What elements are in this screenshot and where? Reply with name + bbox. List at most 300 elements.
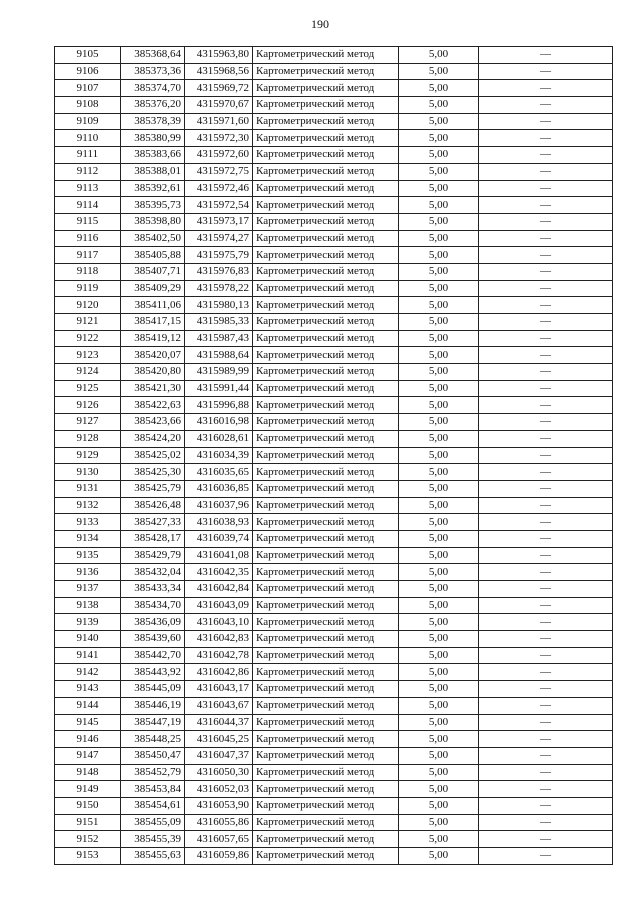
- cell-y-coordinate: 4316053,90: [185, 797, 253, 814]
- cell-point-number: 9135: [55, 547, 121, 564]
- cell-point-number: 9109: [55, 113, 121, 130]
- cell-accuracy: 5,00: [399, 147, 479, 164]
- table-row: [55, 97, 613, 114]
- cell-x-coordinate: 385453,84: [121, 781, 185, 798]
- cell-x-coordinate: 385427,33: [121, 514, 185, 531]
- cell-method: Картометрический метод: [253, 464, 399, 481]
- table-row: [55, 514, 613, 531]
- cell-y-coordinate: 4316047,37: [185, 747, 253, 764]
- cell-point-number: 9149: [55, 781, 121, 798]
- cell-y-coordinate: 4316057,65: [185, 831, 253, 848]
- cell-point-number: 9139: [55, 614, 121, 631]
- cell-note: —: [479, 447, 613, 464]
- cell-x-coordinate: 385420,80: [121, 364, 185, 381]
- cell-x-coordinate: 385402,50: [121, 230, 185, 247]
- cell-accuracy: 5,00: [399, 781, 479, 798]
- cell-y-coordinate: 4316059,86: [185, 848, 253, 865]
- table-row: [55, 464, 613, 481]
- cell-note: —: [479, 547, 613, 564]
- cell-accuracy: 5,00: [399, 447, 479, 464]
- cell-note: —: [479, 614, 613, 631]
- cell-accuracy: 5,00: [399, 364, 479, 381]
- cell-method: Картометрический метод: [253, 80, 399, 97]
- cell-point-number: 9123: [55, 347, 121, 364]
- cell-accuracy: 5,00: [399, 130, 479, 147]
- cell-method: Картометрический метод: [253, 681, 399, 698]
- cell-accuracy: 5,00: [399, 263, 479, 280]
- coordinates-table: [54, 46, 613, 865]
- cell-point-number: 9108: [55, 97, 121, 114]
- cell-point-number: 9118: [55, 263, 121, 280]
- table-row: [55, 797, 613, 814]
- cell-accuracy: 5,00: [399, 831, 479, 848]
- cell-note: —: [479, 631, 613, 648]
- cell-y-coordinate: 4316016,98: [185, 414, 253, 431]
- table-row: [55, 430, 613, 447]
- cell-accuracy: 5,00: [399, 480, 479, 497]
- cell-method: Картометрический метод: [253, 848, 399, 865]
- cell-accuracy: 5,00: [399, 564, 479, 581]
- table-row: [55, 764, 613, 781]
- cell-y-coordinate: 4315972,75: [185, 163, 253, 180]
- cell-point-number: 9138: [55, 597, 121, 614]
- cell-method: Картометрический метод: [253, 414, 399, 431]
- cell-note: —: [479, 130, 613, 147]
- table-row: [55, 597, 613, 614]
- cell-point-number: 9147: [55, 747, 121, 764]
- cell-method: Картометрический метод: [253, 113, 399, 130]
- cell-note: —: [479, 247, 613, 264]
- cell-x-coordinate: 385455,09: [121, 814, 185, 831]
- cell-x-coordinate: 385388,01: [121, 163, 185, 180]
- cell-y-coordinate: 4316045,25: [185, 731, 253, 748]
- cell-accuracy: 5,00: [399, 314, 479, 331]
- table-row: [55, 581, 613, 598]
- cell-accuracy: 5,00: [399, 180, 479, 197]
- cell-point-number: 9131: [55, 480, 121, 497]
- cell-x-coordinate: 385398,80: [121, 213, 185, 230]
- cell-method: Картометрический метод: [253, 380, 399, 397]
- cell-note: —: [479, 664, 613, 681]
- table-row: [55, 447, 613, 464]
- cell-note: —: [479, 80, 613, 97]
- cell-accuracy: 5,00: [399, 797, 479, 814]
- cell-method: Картометрический метод: [253, 647, 399, 664]
- cell-note: —: [479, 197, 613, 214]
- cell-y-coordinate: 4315972,54: [185, 197, 253, 214]
- cell-method: Картометрический метод: [253, 330, 399, 347]
- cell-y-coordinate: 4316042,86: [185, 664, 253, 681]
- cell-note: —: [479, 263, 613, 280]
- cell-method: Картометрический метод: [253, 530, 399, 547]
- cell-accuracy: 5,00: [399, 614, 479, 631]
- cell-y-coordinate: 4316050,30: [185, 764, 253, 781]
- cell-y-coordinate: 4315987,43: [185, 330, 253, 347]
- table-row: [55, 831, 613, 848]
- table-row: [55, 614, 613, 631]
- cell-note: —: [479, 364, 613, 381]
- cell-y-coordinate: 4316043,17: [185, 681, 253, 698]
- cell-x-coordinate: 385405,88: [121, 247, 185, 264]
- cell-method: Картометрический метод: [253, 364, 399, 381]
- cell-note: —: [479, 230, 613, 247]
- table-row: [55, 781, 613, 798]
- cell-y-coordinate: 4315985,33: [185, 314, 253, 331]
- cell-x-coordinate: 385419,12: [121, 330, 185, 347]
- cell-point-number: 9133: [55, 514, 121, 531]
- cell-x-coordinate: 385426,48: [121, 497, 185, 514]
- cell-method: Картометрический метод: [253, 47, 399, 64]
- cell-x-coordinate: 385447,19: [121, 714, 185, 731]
- table-row: [55, 63, 613, 80]
- cell-y-coordinate: 4316036,85: [185, 480, 253, 497]
- cell-method: Картометрический метод: [253, 213, 399, 230]
- cell-note: —: [479, 581, 613, 598]
- cell-point-number: 9141: [55, 647, 121, 664]
- table-row: [55, 714, 613, 731]
- cell-x-coordinate: 385452,79: [121, 764, 185, 781]
- cell-y-coordinate: 4315972,60: [185, 147, 253, 164]
- cell-x-coordinate: 385424,20: [121, 430, 185, 447]
- cell-y-coordinate: 4316055,86: [185, 814, 253, 831]
- cell-y-coordinate: 4315974,27: [185, 230, 253, 247]
- cell-y-coordinate: 4316028,61: [185, 430, 253, 447]
- cell-x-coordinate: 385433,34: [121, 581, 185, 598]
- cell-point-number: 9142: [55, 664, 121, 681]
- cell-method: Картометрический метод: [253, 347, 399, 364]
- cell-x-coordinate: 385368,64: [121, 47, 185, 64]
- cell-accuracy: 5,00: [399, 430, 479, 447]
- cell-point-number: 9111: [55, 147, 121, 164]
- cell-method: Картометрический метод: [253, 697, 399, 714]
- cell-x-coordinate: 385425,79: [121, 480, 185, 497]
- table-row: [55, 848, 613, 865]
- cell-x-coordinate: 385421,30: [121, 380, 185, 397]
- cell-x-coordinate: 385439,60: [121, 631, 185, 648]
- cell-x-coordinate: 385378,39: [121, 113, 185, 130]
- cell-accuracy: 5,00: [399, 747, 479, 764]
- cell-x-coordinate: 385429,79: [121, 547, 185, 564]
- cell-method: Картометрический метод: [253, 97, 399, 114]
- table-row: [55, 681, 613, 698]
- cell-accuracy: 5,00: [399, 47, 479, 64]
- cell-method: Картометрический метод: [253, 714, 399, 731]
- cell-point-number: 9134: [55, 530, 121, 547]
- cell-note: —: [479, 97, 613, 114]
- table-row: [55, 314, 613, 331]
- cell-method: Картометрический метод: [253, 631, 399, 648]
- cell-x-coordinate: 385436,09: [121, 614, 185, 631]
- cell-note: —: [479, 814, 613, 831]
- cell-accuracy: 5,00: [399, 547, 479, 564]
- cell-x-coordinate: 385392,61: [121, 180, 185, 197]
- cell-note: —: [479, 280, 613, 297]
- cell-note: —: [479, 47, 613, 64]
- cell-note: —: [479, 647, 613, 664]
- cell-point-number: 9143: [55, 681, 121, 698]
- cell-accuracy: 5,00: [399, 597, 479, 614]
- cell-point-number: 9148: [55, 764, 121, 781]
- cell-point-number: 9151: [55, 814, 121, 831]
- cell-point-number: 9128: [55, 430, 121, 447]
- cell-note: —: [479, 747, 613, 764]
- cell-point-number: 9115: [55, 213, 121, 230]
- cell-note: —: [479, 397, 613, 414]
- cell-accuracy: 5,00: [399, 581, 479, 598]
- table-row: [55, 247, 613, 264]
- table-row: [55, 213, 613, 230]
- cell-x-coordinate: 385450,47: [121, 747, 185, 764]
- cell-x-coordinate: 385411,06: [121, 297, 185, 314]
- cell-accuracy: 5,00: [399, 664, 479, 681]
- cell-x-coordinate: 385448,25: [121, 731, 185, 748]
- table-row: [55, 647, 613, 664]
- cell-y-coordinate: 4316043,67: [185, 697, 253, 714]
- cell-x-coordinate: 385417,15: [121, 314, 185, 331]
- cell-accuracy: 5,00: [399, 397, 479, 414]
- cell-y-coordinate: 4316042,35: [185, 564, 253, 581]
- table-row: [55, 497, 613, 514]
- table-row: [55, 814, 613, 831]
- cell-x-coordinate: 385445,09: [121, 681, 185, 698]
- cell-x-coordinate: 385432,04: [121, 564, 185, 581]
- cell-point-number: 9130: [55, 464, 121, 481]
- cell-y-coordinate: 4316042,78: [185, 647, 253, 664]
- table-row: [55, 347, 613, 364]
- cell-accuracy: 5,00: [399, 697, 479, 714]
- table-row: [55, 664, 613, 681]
- table-row: [55, 564, 613, 581]
- cell-y-coordinate: 4315988,64: [185, 347, 253, 364]
- cell-method: Картометрический метод: [253, 664, 399, 681]
- cell-method: Картометрический метод: [253, 63, 399, 80]
- cell-note: —: [479, 731, 613, 748]
- cell-point-number: 9107: [55, 80, 121, 97]
- cell-method: Картометрический метод: [253, 297, 399, 314]
- cell-y-coordinate: 4316039,74: [185, 530, 253, 547]
- cell-accuracy: 5,00: [399, 63, 479, 80]
- cell-accuracy: 5,00: [399, 714, 479, 731]
- cell-x-coordinate: 385443,92: [121, 664, 185, 681]
- cell-y-coordinate: 4316035,65: [185, 464, 253, 481]
- cell-note: —: [479, 414, 613, 431]
- cell-point-number: 9119: [55, 280, 121, 297]
- cell-method: Картометрический метод: [253, 514, 399, 531]
- cell-point-number: 9136: [55, 564, 121, 581]
- table-row: [55, 731, 613, 748]
- cell-accuracy: 5,00: [399, 530, 479, 547]
- cell-y-coordinate: 4315972,30: [185, 130, 253, 147]
- cell-method: Картометрический метод: [253, 314, 399, 331]
- table-row: [55, 130, 613, 147]
- cell-accuracy: 5,00: [399, 764, 479, 781]
- cell-accuracy: 5,00: [399, 497, 479, 514]
- cell-accuracy: 5,00: [399, 247, 479, 264]
- cell-accuracy: 5,00: [399, 80, 479, 97]
- table-row: [55, 113, 613, 130]
- cell-method: Картометрический метод: [253, 764, 399, 781]
- cell-method: Картометрический метод: [253, 597, 399, 614]
- cell-note: —: [479, 297, 613, 314]
- coordinates-table-body: [55, 47, 613, 865]
- cell-method: Картометрический метод: [253, 614, 399, 631]
- table-row: [55, 80, 613, 97]
- cell-method: Картометрический метод: [253, 130, 399, 147]
- cell-note: —: [479, 697, 613, 714]
- cell-point-number: 9122: [55, 330, 121, 347]
- table-row: [55, 180, 613, 197]
- cell-accuracy: 5,00: [399, 230, 479, 247]
- cell-note: —: [479, 480, 613, 497]
- table-row: [55, 530, 613, 547]
- cell-x-coordinate: 385446,19: [121, 697, 185, 714]
- cell-y-coordinate: 4315972,46: [185, 180, 253, 197]
- cell-method: Картометрический метод: [253, 831, 399, 848]
- cell-x-coordinate: 385409,29: [121, 280, 185, 297]
- cell-method: Картометрический метод: [253, 397, 399, 414]
- cell-note: —: [479, 497, 613, 514]
- cell-note: —: [479, 213, 613, 230]
- cell-point-number: 9120: [55, 297, 121, 314]
- cell-x-coordinate: 385423,66: [121, 414, 185, 431]
- cell-note: —: [479, 530, 613, 547]
- cell-method: Картометрический метод: [253, 447, 399, 464]
- cell-x-coordinate: 385380,99: [121, 130, 185, 147]
- cell-y-coordinate: 4316052,03: [185, 781, 253, 798]
- cell-note: —: [479, 63, 613, 80]
- table-row: [55, 147, 613, 164]
- table-row: [55, 263, 613, 280]
- table-row: [55, 631, 613, 648]
- table-row: [55, 230, 613, 247]
- cell-x-coordinate: 385454,61: [121, 797, 185, 814]
- cell-note: —: [479, 163, 613, 180]
- cell-accuracy: 5,00: [399, 297, 479, 314]
- cell-x-coordinate: 385374,70: [121, 80, 185, 97]
- cell-method: Картометрический метод: [253, 147, 399, 164]
- cell-point-number: 9112: [55, 163, 121, 180]
- cell-method: Картометрический метод: [253, 547, 399, 564]
- cell-x-coordinate: 385434,70: [121, 597, 185, 614]
- cell-method: Картометрический метод: [253, 430, 399, 447]
- cell-accuracy: 5,00: [399, 681, 479, 698]
- cell-point-number: 9152: [55, 831, 121, 848]
- cell-method: Картометрический метод: [253, 247, 399, 264]
- cell-y-coordinate: 4315969,72: [185, 80, 253, 97]
- cell-method: Картометрический метод: [253, 280, 399, 297]
- cell-y-coordinate: 4316042,83: [185, 631, 253, 648]
- table-row: [55, 163, 613, 180]
- cell-y-coordinate: 4315991,44: [185, 380, 253, 397]
- cell-note: —: [479, 848, 613, 865]
- cell-point-number: 9144: [55, 697, 121, 714]
- cell-method: Картометрический метод: [253, 180, 399, 197]
- cell-y-coordinate: 4316041,08: [185, 547, 253, 564]
- cell-accuracy: 5,00: [399, 197, 479, 214]
- cell-note: —: [479, 314, 613, 331]
- cell-point-number: 9125: [55, 380, 121, 397]
- cell-method: Картометрический метод: [253, 197, 399, 214]
- table-row: [55, 197, 613, 214]
- cell-point-number: 9129: [55, 447, 121, 464]
- cell-note: —: [479, 714, 613, 731]
- cell-accuracy: 5,00: [399, 280, 479, 297]
- cell-note: —: [479, 380, 613, 397]
- cell-note: —: [479, 464, 613, 481]
- cell-point-number: 9113: [55, 180, 121, 197]
- cell-note: —: [479, 564, 613, 581]
- cell-x-coordinate: 385420,07: [121, 347, 185, 364]
- cell-note: —: [479, 514, 613, 531]
- cell-y-coordinate: 4315980,13: [185, 297, 253, 314]
- cell-y-coordinate: 4316043,10: [185, 614, 253, 631]
- cell-x-coordinate: 385376,20: [121, 97, 185, 114]
- cell-point-number: 9114: [55, 197, 121, 214]
- cell-method: Картометрический метод: [253, 564, 399, 581]
- cell-note: —: [479, 180, 613, 197]
- table-row: [55, 547, 613, 564]
- cell-accuracy: 5,00: [399, 330, 479, 347]
- cell-note: —: [479, 764, 613, 781]
- cell-accuracy: 5,00: [399, 647, 479, 664]
- cell-point-number: 9117: [55, 247, 121, 264]
- table-row: [55, 330, 613, 347]
- table-row: [55, 47, 613, 64]
- cell-note: —: [479, 797, 613, 814]
- cell-point-number: 9106: [55, 63, 121, 80]
- cell-x-coordinate: 385373,36: [121, 63, 185, 80]
- table-row: [55, 364, 613, 381]
- cell-accuracy: 5,00: [399, 347, 479, 364]
- cell-y-coordinate: 4315976,83: [185, 263, 253, 280]
- cell-method: Картометрический метод: [253, 497, 399, 514]
- cell-accuracy: 5,00: [399, 113, 479, 130]
- cell-method: Картометрический метод: [253, 814, 399, 831]
- cell-point-number: 9145: [55, 714, 121, 731]
- cell-x-coordinate: 385425,30: [121, 464, 185, 481]
- cell-accuracy: 5,00: [399, 213, 479, 230]
- cell-y-coordinate: 4315975,79: [185, 247, 253, 264]
- cell-point-number: 9121: [55, 314, 121, 331]
- cell-note: —: [479, 347, 613, 364]
- cell-method: Картометрический метод: [253, 731, 399, 748]
- cell-accuracy: 5,00: [399, 514, 479, 531]
- cell-accuracy: 5,00: [399, 97, 479, 114]
- cell-note: —: [479, 597, 613, 614]
- cell-accuracy: 5,00: [399, 814, 479, 831]
- table-row: [55, 480, 613, 497]
- cell-y-coordinate: 4315970,67: [185, 97, 253, 114]
- cell-method: Картометрический метод: [253, 747, 399, 764]
- cell-y-coordinate: 4316034,39: [185, 447, 253, 464]
- table-row: [55, 414, 613, 431]
- cell-note: —: [479, 147, 613, 164]
- cell-accuracy: 5,00: [399, 414, 479, 431]
- cell-y-coordinate: 4315971,60: [185, 113, 253, 130]
- cell-y-coordinate: 4316042,84: [185, 581, 253, 598]
- cell-method: Картометрический метод: [253, 163, 399, 180]
- cell-accuracy: 5,00: [399, 848, 479, 865]
- cell-accuracy: 5,00: [399, 163, 479, 180]
- cell-y-coordinate: 4315989,99: [185, 364, 253, 381]
- cell-x-coordinate: 385455,39: [121, 831, 185, 848]
- cell-note: —: [479, 681, 613, 698]
- cell-accuracy: 5,00: [399, 731, 479, 748]
- cell-y-coordinate: 4316038,93: [185, 514, 253, 531]
- table-row: [55, 697, 613, 714]
- cell-point-number: 9116: [55, 230, 121, 247]
- cell-point-number: 9126: [55, 397, 121, 414]
